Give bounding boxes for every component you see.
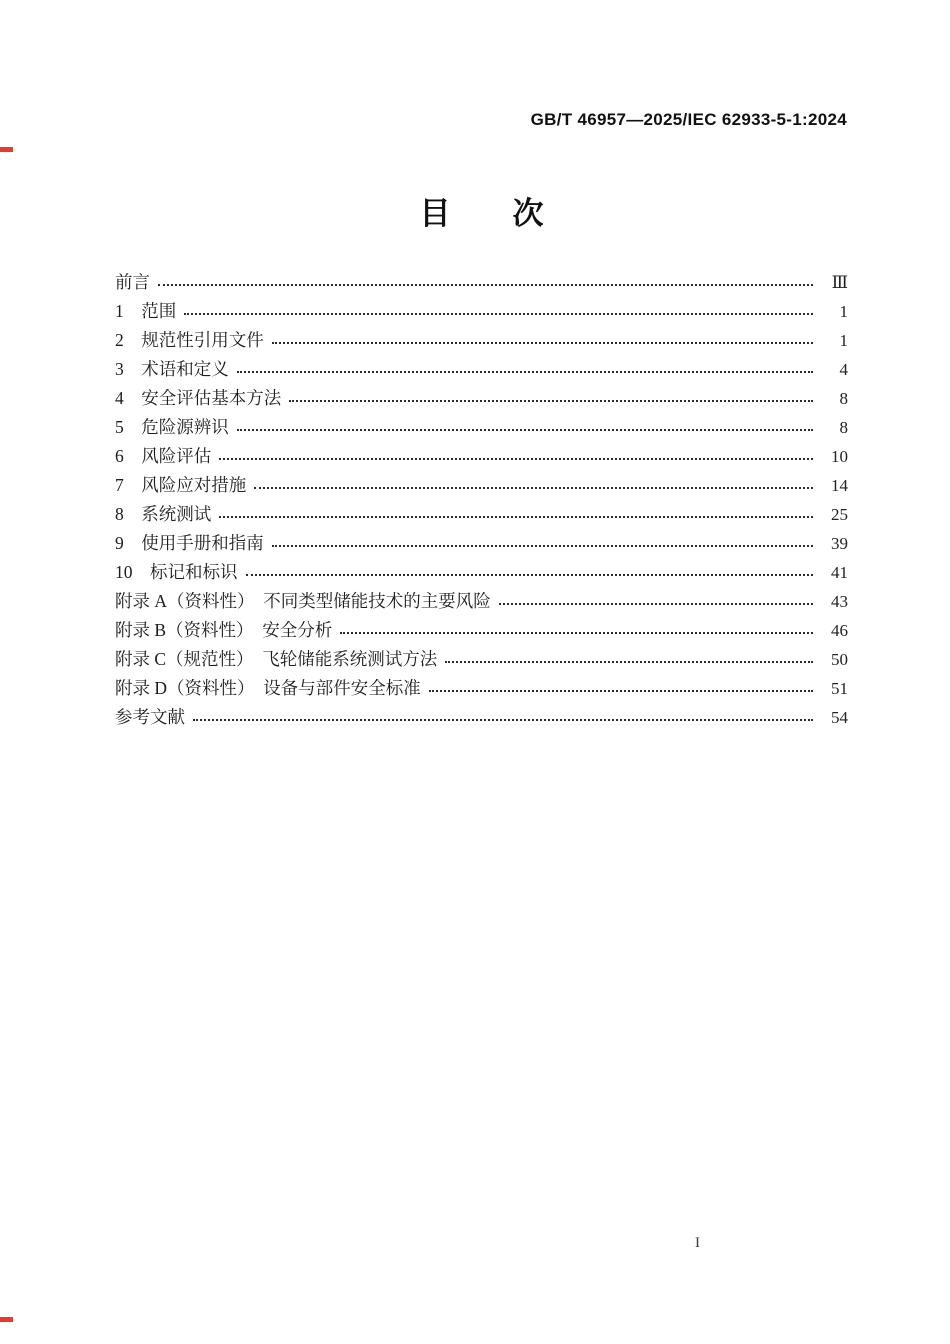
dot-leader (184, 313, 813, 315)
toc-entry-label[interactable]: 1 范围 (115, 301, 177, 321)
footer-page-number: I (695, 1235, 700, 1251)
toc-entry-page[interactable]: 25 (831, 505, 848, 524)
toc-entry-page[interactable]: 4 (839, 360, 848, 379)
toc-entry-page[interactable]: 41 (831, 563, 848, 582)
toc-entry-page[interactable]: Ⅲ (831, 273, 848, 292)
toc-entry-label[interactable]: 3 术语和定义 (115, 359, 229, 379)
toc-list (115, 268, 848, 732)
toc-entry-label[interactable]: 附录 D（资料性） 设备与部件安全标准 (115, 678, 421, 698)
toc-entry-page[interactable]: 10 (831, 447, 848, 466)
toc-entry-label[interactable]: 6 风险评估 (115, 446, 212, 466)
toc-entry (115, 703, 848, 732)
toc-entry-page[interactable]: 51 (831, 679, 848, 698)
toc-entry (115, 674, 848, 703)
toc-entry (115, 471, 848, 500)
dot-leader (237, 371, 813, 373)
toc-entry-label[interactable]: 8 系统测试 (115, 504, 212, 524)
toc-entry-label[interactable]: 附录 C（规范性） 飞轮储能系统测试方法 (115, 649, 438, 669)
toc-entry (115, 529, 848, 558)
toc-entry (115, 558, 848, 587)
toc-entry (115, 500, 848, 529)
toc-entry (115, 297, 848, 326)
toc-entry-label[interactable]: 9 使用手册和指南 (115, 533, 264, 553)
dot-leader (499, 603, 813, 605)
toc-entry-label[interactable]: 4 安全评估基本方法 (115, 388, 282, 408)
toc-entry (115, 384, 848, 413)
toc-entry (115, 268, 848, 297)
dot-leader (219, 516, 813, 518)
toc-entry (115, 616, 848, 645)
toc-entry (115, 587, 848, 616)
toc-entry (115, 326, 848, 355)
dot-leader (237, 429, 813, 431)
toc-entry-label[interactable]: 参考文献 (115, 707, 185, 727)
toc-entry-page[interactable]: 14 (831, 476, 848, 495)
toc-entry-page[interactable]: 1 (839, 331, 848, 350)
toc-entry-label[interactable]: 附录 B（资料性） 安全分析 (115, 620, 333, 640)
dot-leader (340, 632, 813, 634)
dot-leader (246, 574, 814, 576)
toc-entry-label[interactable]: 2 规范性引用文件 (115, 330, 264, 350)
toc-entry-page[interactable]: 1 (839, 302, 848, 321)
page-title: 目 次 (419, 196, 544, 231)
toc-entry-page[interactable]: 50 (831, 650, 848, 669)
toc-entry-page[interactable]: 8 (839, 418, 848, 437)
toc-entry-page[interactable]: 54 (831, 708, 848, 727)
toc-entry (115, 413, 848, 442)
red-edge-mark-bottom (0, 1317, 13, 1322)
toc-entry (115, 442, 848, 471)
toc-entry-page[interactable]: 8 (839, 389, 848, 408)
dot-leader (445, 661, 813, 663)
toc-entry (115, 355, 848, 384)
dot-leader (158, 284, 813, 286)
toc-entry (115, 645, 848, 674)
toc-entry-page[interactable]: 39 (831, 534, 848, 553)
toc-entry-label[interactable]: 前言 (115, 272, 150, 292)
dot-leader (272, 545, 813, 547)
red-edge-mark-top (0, 147, 13, 152)
document-code-header: GB/T 46957—2025/IEC 62933-5-1:2024 (530, 110, 847, 129)
toc-entry-label[interactable]: 附录 A（资料性） 不同类型储能技术的主要风险 (115, 591, 491, 611)
dot-leader (193, 719, 813, 721)
dot-leader (289, 400, 813, 402)
toc-entry-page[interactable]: 46 (831, 621, 848, 640)
dot-leader (254, 487, 813, 489)
toc-entry-label[interactable]: 10 标记和标识 (115, 562, 238, 582)
dot-leader (219, 458, 813, 460)
dot-leader (272, 342, 813, 344)
toc-entry-label[interactable]: 5 危险源辨识 (115, 417, 229, 437)
toc-entry-label[interactable]: 7 风险应对措施 (115, 475, 247, 495)
toc-entry-page[interactable]: 43 (831, 592, 848, 611)
dot-leader (429, 690, 813, 692)
